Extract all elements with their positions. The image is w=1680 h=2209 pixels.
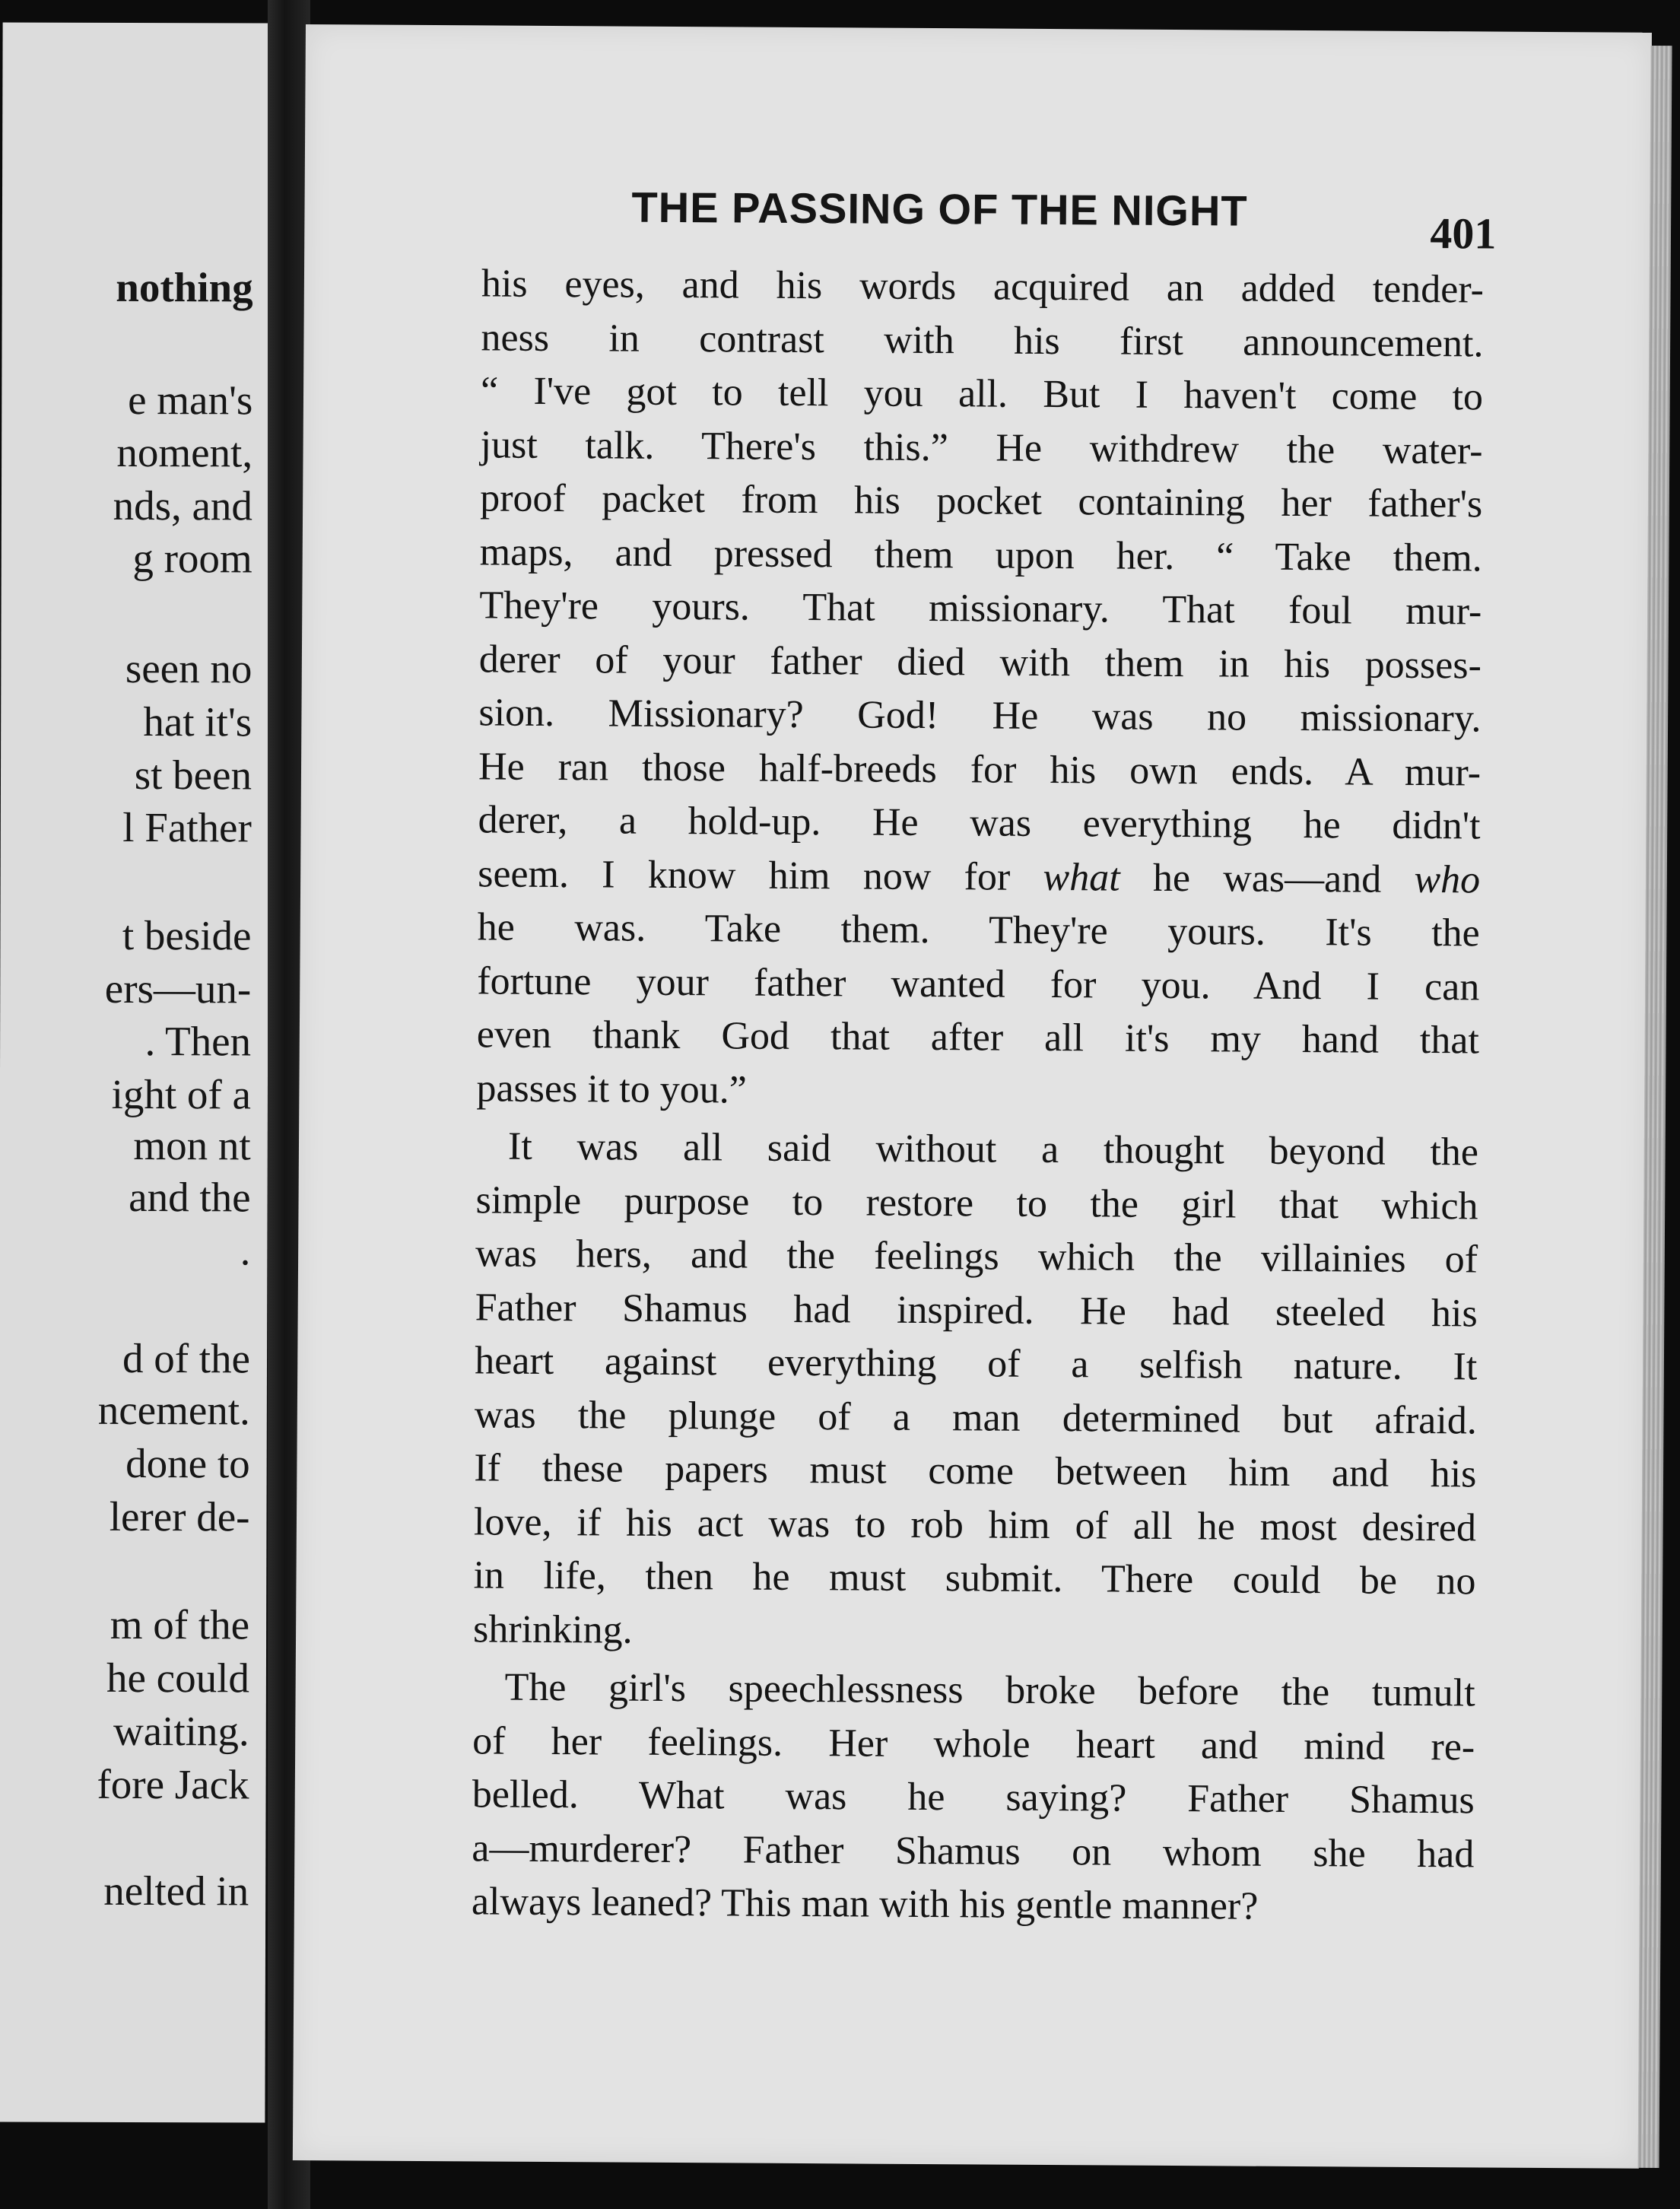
- previous-page-line: he could: [106, 1654, 249, 1702]
- running-head-title: THE PASSING OF THE NIGHT: [631, 183, 1248, 235]
- text-line: They're yours. That missionary. That foul mur-: [479, 583, 1482, 634]
- previous-page-line: lerer de-: [109, 1492, 250, 1540]
- previous-page-line: d of the: [122, 1334, 251, 1382]
- previous-page-line: and the: [129, 1173, 251, 1221]
- text-line: just talk. There's this.” He withdrew the water-: [480, 422, 1483, 472]
- previous-page-fragment: [0, 23, 271, 2123]
- text-line: sion. Missionary? God! He was no missionary.: [478, 691, 1482, 741]
- previous-page-text: [0, 23, 254, 1915]
- text-line: If these papers must come between him and his: [474, 1446, 1477, 1496]
- text-line: simple purpose to restore to the girl that which: [475, 1178, 1478, 1228]
- previous-page-line: fore Jack: [97, 1760, 249, 1808]
- previous-page-line: nds, and: [113, 482, 253, 529]
- previous-page-line: nothing: [116, 263, 253, 311]
- previous-page-line: waiting.: [113, 1707, 249, 1755]
- previous-page-line: seen no: [125, 644, 252, 692]
- text-line: passes it to you.”: [476, 1066, 747, 1112]
- text-line: his eyes, and his words acquired an added tender-: [481, 262, 1485, 312]
- previous-page-line: t beside: [122, 911, 252, 959]
- previous-page-line: ers—un-: [104, 965, 252, 1012]
- text-line: a—murderer? Father Shamus on whom she had: [472, 1826, 1475, 1876]
- previous-page-line: ight of a: [111, 1070, 252, 1118]
- previous-page-line: mon nt: [133, 1121, 251, 1169]
- text-line: The girl's speechlessness broke before the tumult: [504, 1665, 1475, 1715]
- text-line: was the plunge of a man determined but afraid.: [474, 1392, 1477, 1442]
- text-line: belled. What was he saying? Father Shamus: [472, 1772, 1475, 1823]
- emphasis-what: what: [1043, 855, 1120, 900]
- previous-page-line: e man's: [128, 376, 253, 424]
- text-line: ness in contrast with his first announcement.: [481, 315, 1484, 365]
- text-line: derer, a hold-up. He was everything he didn't: [478, 798, 1481, 848]
- text-line: love, if his act was to rob him of all he most desired: [473, 1499, 1477, 1549]
- text-line: was hers, and the feelings which the villainies of: [475, 1232, 1478, 1282]
- text-line: maps, and pressed them upon her. “ Take them.: [479, 529, 1482, 580]
- text-line: he was. Take them. They're yours. It's the: [477, 905, 1480, 955]
- previous-page-line: noment,: [116, 428, 253, 476]
- previous-page-line: ncement.: [97, 1386, 250, 1434]
- previous-page-line: nelted in: [103, 1867, 249, 1915]
- previous-page-line: . Then: [144, 1018, 252, 1065]
- text-line: derer of your father died with them in his posses-: [478, 637, 1482, 687]
- text-line: proof packet from his pocket containing her father's: [480, 476, 1483, 526]
- text-line: It was all said without a thought beyond the: [507, 1124, 1479, 1174]
- previous-page-line: done to: [125, 1439, 250, 1487]
- text-line: in life, then he must submit. There could be no: [473, 1553, 1476, 1604]
- previous-page-line: hat it's: [143, 698, 252, 745]
- text-line: always leaned? This man with his gentle manner?: [471, 1880, 1259, 1928]
- text-line: seem. I know him now for what he was—and who: [478, 851, 1481, 901]
- text-line: even thank God that after all it's my hand that: [476, 1012, 1480, 1063]
- previous-page-line: g room: [132, 534, 252, 582]
- page-body-text: [472, 257, 1484, 1935]
- text-line: of her feelings. Her whole heart and mind re-: [472, 1718, 1475, 1769]
- current-page: [293, 24, 1652, 2169]
- text-line: heart against everything of a selfish nature. It: [475, 1339, 1478, 1389]
- emphasis-who: who: [1414, 857, 1481, 901]
- text-line: shrinking.: [472, 1607, 633, 1652]
- previous-page-line: l Father: [122, 803, 252, 851]
- previous-page-line: m of the: [110, 1600, 250, 1648]
- previous-page-line: .: [240, 1227, 251, 1274]
- text-line: “ I've got to tell you all. But I haven't come to: [480, 369, 1484, 419]
- text-line: fortune your father wanted for you. And I can: [477, 958, 1480, 1009]
- text-line: Father Shamus had inspired. He had steeled his: [475, 1285, 1478, 1335]
- text-line: He ran those half-breeds for his own ends. A mur-: [478, 744, 1482, 794]
- previous-page-line: st been: [134, 752, 252, 799]
- page-number: 401: [1430, 208, 1497, 259]
